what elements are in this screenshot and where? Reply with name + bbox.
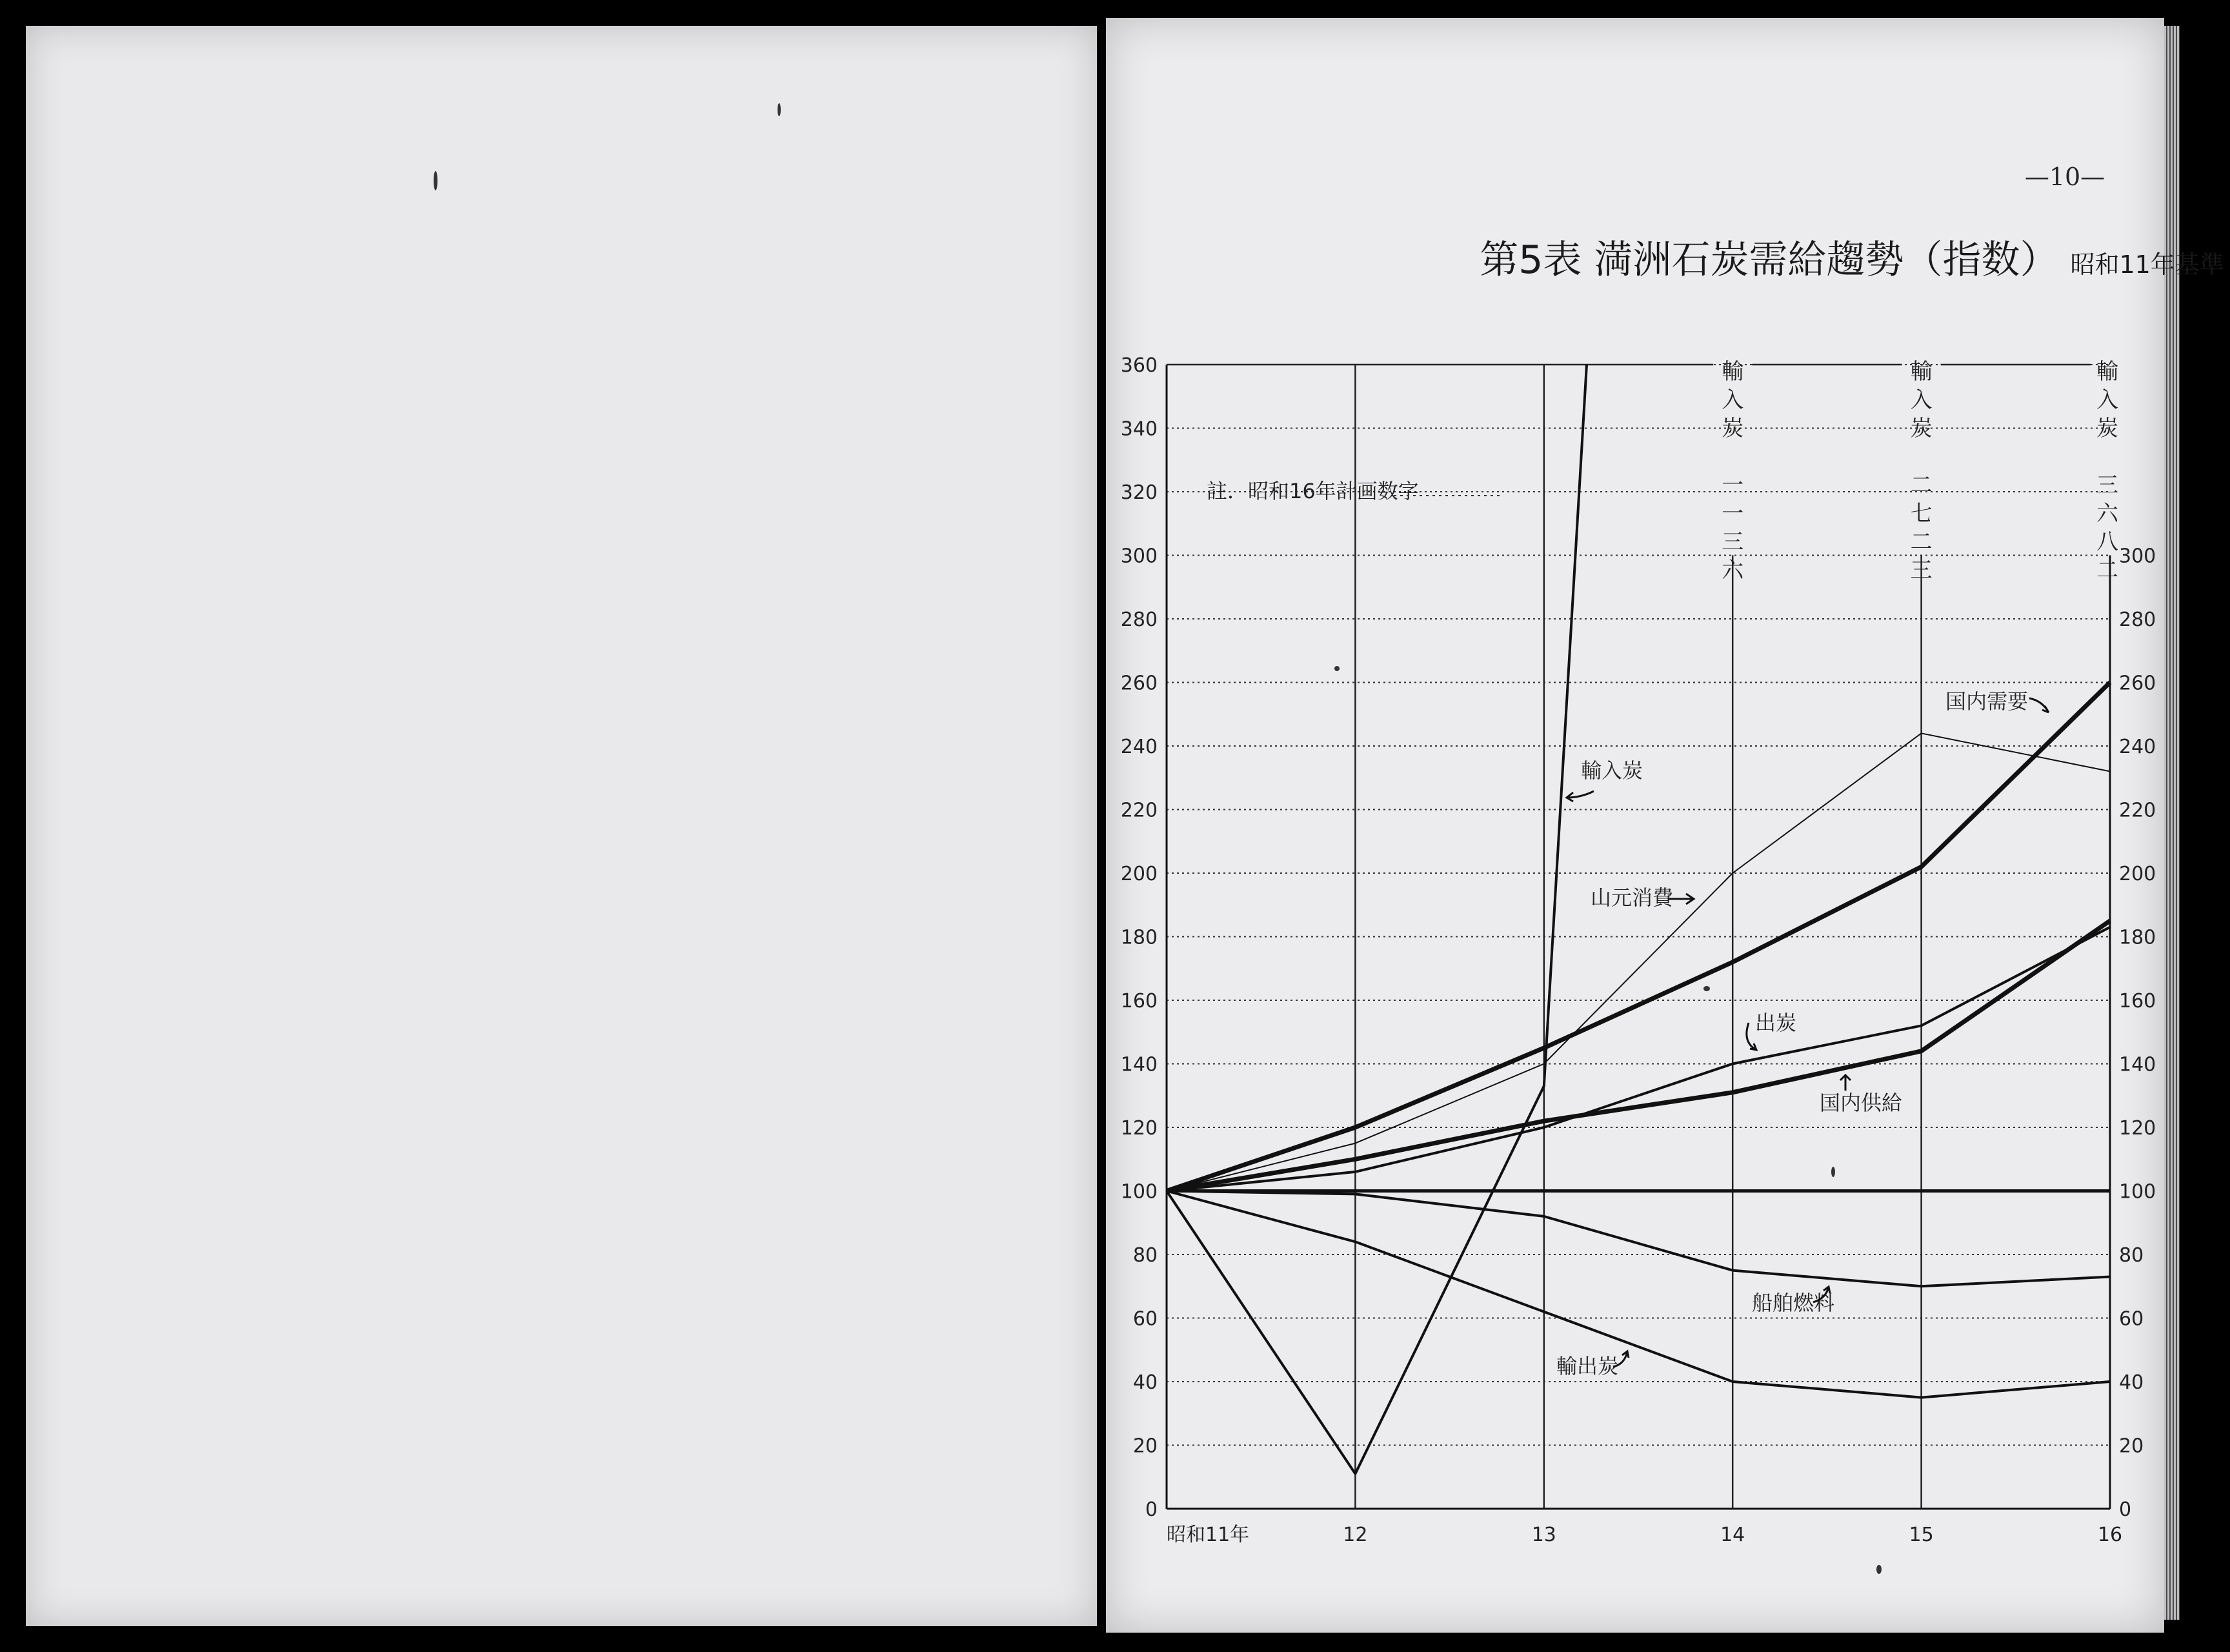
- series-label: 国内需要: [1945, 689, 2029, 714]
- y-tick-label-right: 100: [2119, 1180, 2156, 1204]
- y-tick-label-right: 60: [2119, 1307, 2144, 1331]
- offscale-import-label: 三: [1910, 558, 1933, 583]
- offscale-import-label: 炭: [2096, 416, 2118, 441]
- y-tick-label: 140: [1120, 1053, 1158, 1076]
- series-label-arrow: [1567, 791, 1594, 801]
- y-tick-label-right: 280: [2119, 609, 2156, 631]
- speck: [1334, 666, 1340, 671]
- y-tick-label: 260: [1120, 672, 1158, 695]
- series-label: 出炭: [1755, 1011, 1797, 1035]
- speck: [1703, 986, 1710, 991]
- x-tick-label: 13: [1531, 1524, 1556, 1546]
- x-tick-label: 昭和11年: [1167, 1524, 1250, 1546]
- offscale-import-label: 二: [2096, 558, 2118, 583]
- y-tick-label-right: 240: [2119, 736, 2156, 758]
- y-tick-label: 80: [1132, 1244, 1158, 1267]
- speck: [1876, 1565, 1882, 1574]
- y-tick-label: 0: [1145, 1498, 1158, 1521]
- y-tick-label: 40: [1132, 1371, 1158, 1394]
- y-tick-label-right: 20: [2119, 1435, 2144, 1458]
- y-tick-label-right: 180: [2119, 926, 2156, 949]
- y-tick-label-right: 120: [2119, 1117, 2156, 1140]
- series-label: 船舶燃料: [1752, 1291, 1835, 1315]
- y-tick-label-right: 40: [2119, 1371, 2144, 1394]
- table-title-base-year: 昭和11年基準: [2070, 250, 2224, 279]
- series-label: 国内供給: [1820, 1091, 1903, 1115]
- series-line: [1167, 1191, 2110, 1287]
- offscale-import-label: 三: [1722, 529, 1744, 555]
- offscale-import-label: 入: [1910, 387, 1933, 413]
- series-line: [1167, 365, 1587, 1474]
- y-tick-label: 60: [1132, 1307, 1158, 1331]
- table-title-main: 第5表 満洲石炭需給趨勢（指数）: [1480, 237, 2059, 283]
- offscale-import-label: 輸: [1722, 359, 1744, 385]
- y-tick-label-right: 140: [2119, 1053, 2156, 1076]
- y-tick-label: 200: [1120, 863, 1158, 885]
- speck: [778, 103, 781, 116]
- offscale-import-label: 二: [1910, 529, 1933, 555]
- series-line: [1167, 921, 2110, 1191]
- y-tick-label: 340: [1120, 418, 1158, 441]
- series-label: 山元消費: [1591, 885, 1674, 910]
- offscale-import-label: 八: [2096, 529, 2118, 555]
- series-line: [1167, 927, 2110, 1191]
- y-tick-label: 220: [1120, 799, 1158, 822]
- offscale-import-label: 入: [1722, 387, 1744, 413]
- y-tick-label: 320: [1120, 481, 1158, 504]
- y-tick-label: 100: [1120, 1180, 1158, 1204]
- y-tick-label-right: 220: [2119, 799, 2156, 822]
- offscale-import-label: 炭: [1722, 416, 1744, 441]
- y-tick-label: 180: [1120, 926, 1158, 949]
- series-line: [1167, 1191, 2110, 1398]
- offscale-import-label: 三: [2096, 472, 2118, 498]
- y-tick-label: 300: [1120, 545, 1158, 568]
- y-tick-label: 120: [1120, 1117, 1158, 1140]
- speck: [1831, 1167, 1835, 1177]
- y-tick-label-right: 160: [2119, 990, 2156, 1012]
- y-tick-label-right: 80: [2119, 1244, 2144, 1267]
- offscale-import-label: 七: [1910, 501, 1933, 527]
- offscale-import-label: 一: [1722, 501, 1744, 527]
- y-tick-label-right: 0: [2119, 1498, 2132, 1521]
- speck: [434, 171, 437, 190]
- y-tick-label-right: 260: [2119, 672, 2156, 695]
- offscale-import-label: 入: [2096, 387, 2118, 413]
- x-tick-label: 15: [1909, 1524, 1934, 1546]
- offscale-import-label: 六: [2096, 501, 2118, 527]
- series-label-arrow: [1840, 1075, 1851, 1091]
- x-tick-label: 14: [1720, 1524, 1745, 1546]
- x-tick-label: 12: [1343, 1524, 1368, 1546]
- page-number: —10—: [2024, 163, 2105, 191]
- offscale-import-label: 六: [1722, 558, 1744, 583]
- offscale-import-label: 二: [1910, 472, 1933, 498]
- offscale-import-label: 輸: [2096, 359, 2118, 385]
- offscale-import-label: 輸: [1910, 359, 1933, 385]
- series-label-arrow: [2029, 698, 2049, 712]
- y-tick-label: 240: [1120, 736, 1158, 758]
- series-line: [1167, 733, 2110, 1191]
- chart-note: 註．昭和16年計画数字: [1207, 479, 1419, 503]
- y-tick-label: 360: [1120, 354, 1158, 377]
- y-tick-label: 280: [1120, 609, 1158, 631]
- y-tick-label: 160: [1120, 990, 1158, 1012]
- y-tick-label: 20: [1132, 1435, 1158, 1458]
- offscale-import-label: 炭: [1910, 416, 1933, 441]
- series-label: 輸出炭: [1556, 1354, 1619, 1378]
- y-tick-label-right: 200: [2119, 863, 2156, 885]
- offscale-import-label: 一: [1722, 472, 1744, 498]
- series-label: 輸入炭: [1581, 758, 1643, 783]
- x-tick-label: 16: [2097, 1524, 2123, 1546]
- y-tick-label-right: 300: [2119, 545, 2156, 568]
